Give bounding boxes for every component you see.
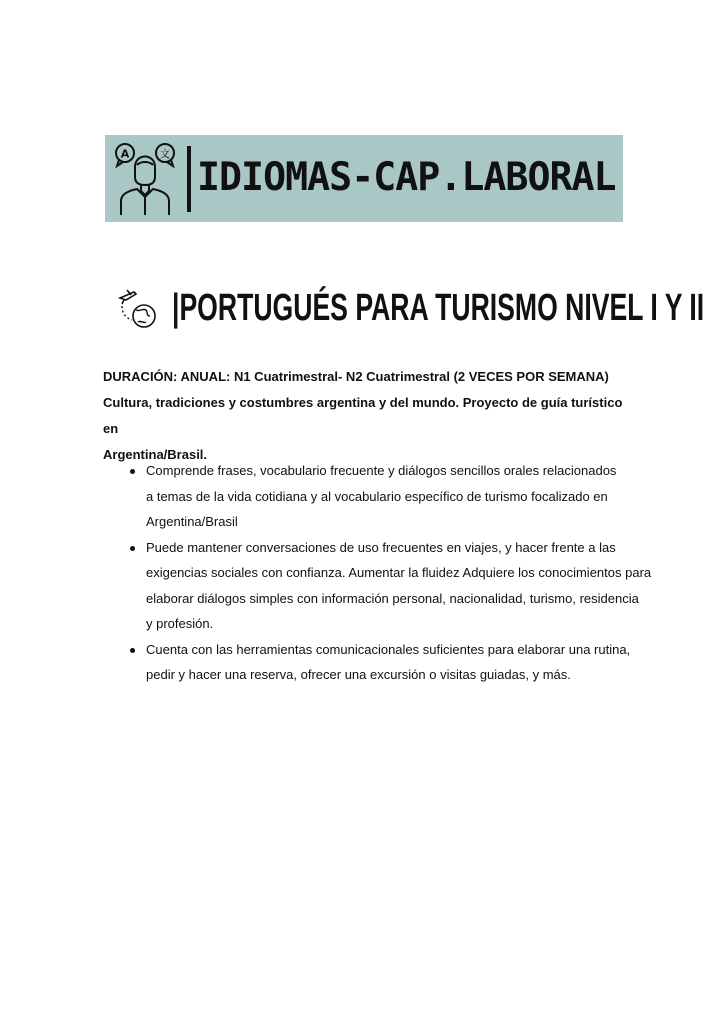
list-item-line: exigencias sociales con confianza. Aumentar la fluidez Adquiere los conocimientos para (146, 565, 652, 580)
icon-glyph-a: A (120, 147, 130, 161)
banner-title: IDIOMAS-CAP.LABORAL (197, 155, 616, 200)
list-item-line: Argentina/Brasil (146, 514, 238, 529)
list-item (128, 637, 631, 688)
translator-person-icon (113, 141, 177, 217)
bullet-icon (130, 648, 135, 653)
icon-glyph-zh: 文 (160, 149, 170, 161)
course-title: |PORTUGUÉS PARA TURISMO NIVEL I Y II (172, 287, 705, 329)
travel-globe-icon (118, 286, 156, 330)
duration-text: DURACIÓN: ANUAL: N1 Cuatrimestral- N2 Cuatrimestral (2 VECES POR SEMANA) (103, 369, 609, 384)
list-item (128, 458, 628, 535)
objectives-list (128, 458, 652, 688)
banner-divider (187, 146, 191, 212)
list-item-line: Puede mantener conversaciones de uso frecuentes en viajes, y hacer frente a las (146, 539, 616, 555)
list-item-line: elaborar diálogos simples con información personal, nacionalidad, turismo, residencia (146, 590, 639, 606)
bullet-icon (130, 546, 135, 551)
list-item (128, 535, 652, 637)
course-info (103, 364, 623, 468)
bullet-icon (130, 469, 135, 474)
header-banner (105, 135, 623, 222)
list-item-line: Cuenta con las herramientas comunicacionales suficientes para elaborar una rutina, (146, 641, 631, 657)
description-line-2: Argentina/Brasil. (103, 447, 208, 462)
list-item-line: pedir y hacer una reserva, ofrecer una excursión o visitas guiadas, y más. (146, 667, 571, 682)
list-item-line: a temas de la vida cotidiana y al vocabulario específico de turismo focalizado en (146, 488, 608, 504)
description-line-1: Cultura, tradiciones y costumbres argentina y del mundo. Proyecto de guía turístico en (103, 395, 623, 436)
list-item-line: y profesión. (146, 616, 214, 631)
list-item-line: Comprende frases, vocabulario frecuente y diálogos sencillos orales relacionados (146, 463, 617, 478)
